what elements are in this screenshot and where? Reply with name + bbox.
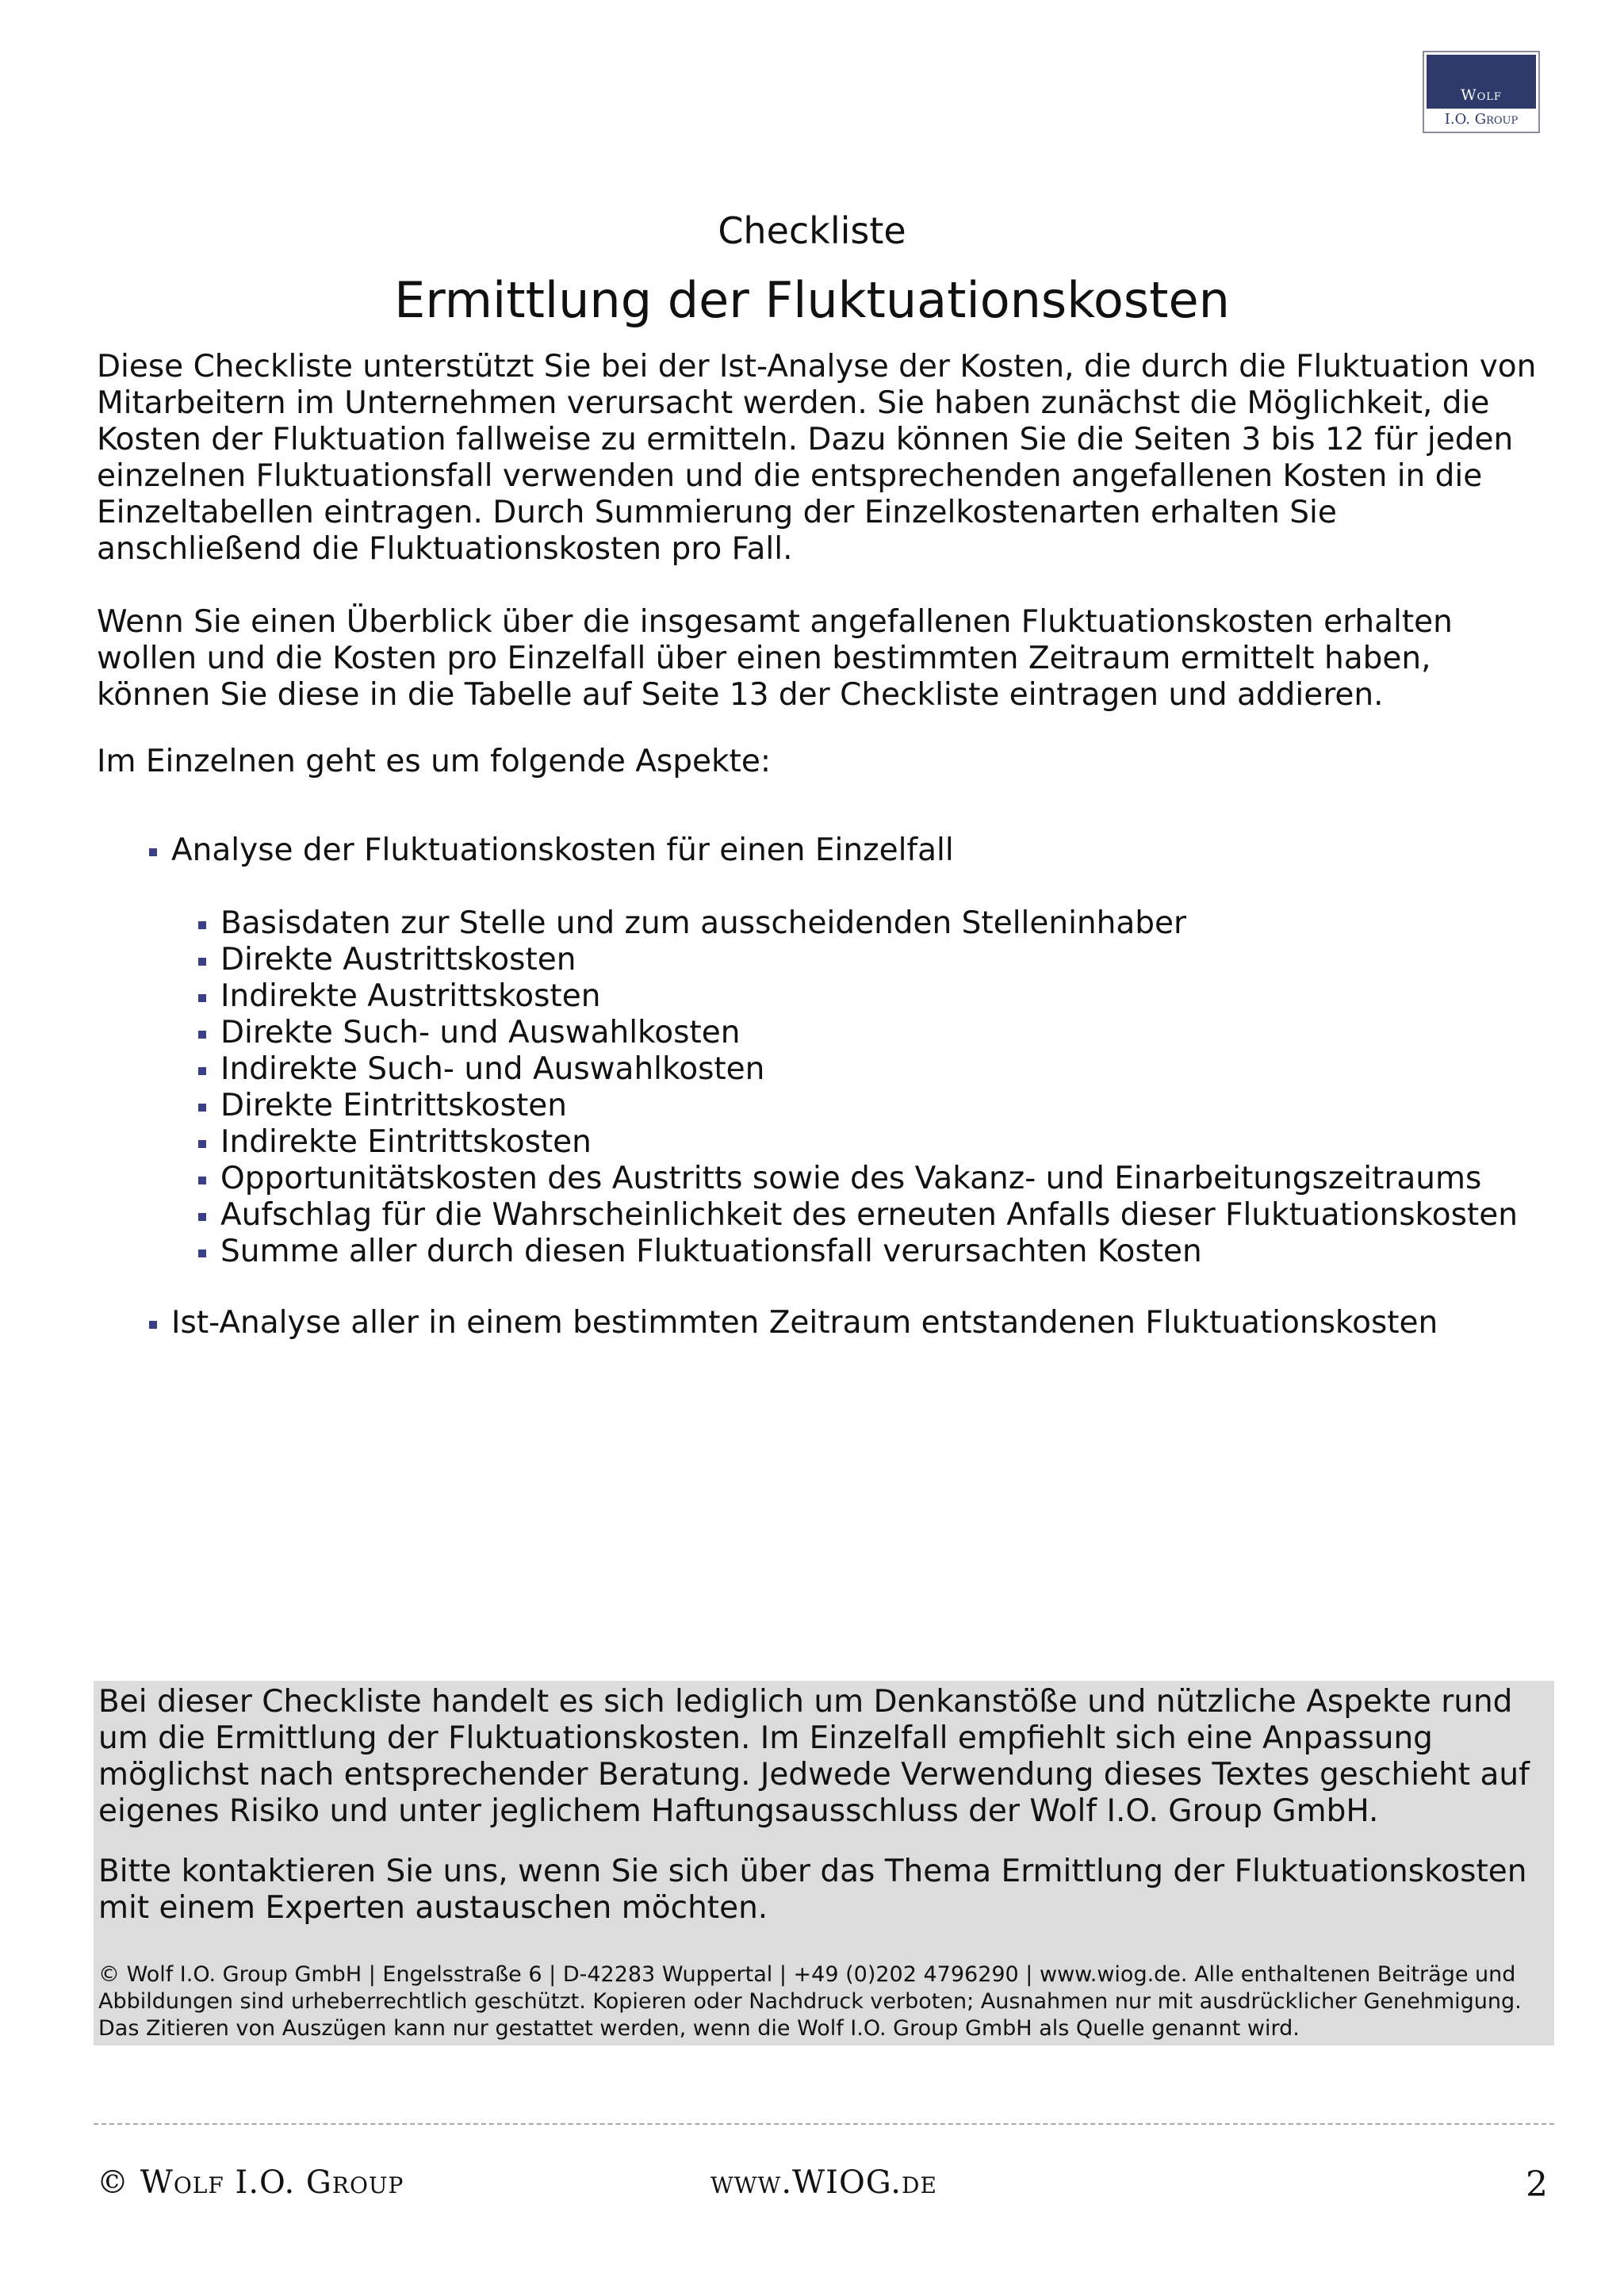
disclaimer-box bbox=[94, 1681, 1554, 2045]
square-bullet-icon bbox=[198, 1140, 206, 1148]
document-title: Ermittlung der Fluktuationskosten bbox=[394, 271, 1230, 329]
logo-navy-block bbox=[1427, 55, 1536, 109]
disclaimer-paragraph-2: Bitte kontaktieren Sie uns, wenn Sie sich über das Thema Ermittlung der Fluktuationskosten mit einem Experten austauschen möchten. bbox=[98, 1854, 1527, 1926]
square-bullet-icon bbox=[198, 994, 206, 1002]
footer-divider bbox=[94, 2123, 1554, 2125]
list-item-text: Direkte Such- und Auswahlkosten bbox=[220, 1015, 741, 1050]
footer-website: www.WIOG.de bbox=[710, 2164, 937, 2201]
logo-wordmark-group: I.O. Group bbox=[1444, 111, 1519, 128]
square-bullet-icon bbox=[198, 958, 206, 966]
square-bullet-icon bbox=[198, 1213, 206, 1221]
list-item bbox=[195, 1124, 1518, 1161]
list-item-text: Opportunitätskosten des Austritts sowie des Vakanz- und Einarbeitungszeitraums bbox=[220, 1161, 1482, 1196]
list-item bbox=[195, 978, 1518, 1015]
square-bullet-icon bbox=[198, 1177, 206, 1184]
square-bullet-icon bbox=[198, 1067, 206, 1075]
square-bullet-icon bbox=[198, 1031, 206, 1039]
list-item bbox=[195, 1088, 1518, 1124]
aspects-sublist bbox=[195, 905, 1518, 1270]
list-item bbox=[146, 1305, 1438, 1341]
square-bullet-icon bbox=[198, 1249, 206, 1257]
list-item-text: Indirekte Austrittskosten bbox=[220, 978, 601, 1014]
square-bullet-icon bbox=[198, 1104, 206, 1112]
page-number: 2 bbox=[1526, 2164, 1548, 2205]
list-item-text: Basisdaten zur Stelle und zum ausscheidenden Stelleninhaber bbox=[220, 905, 1187, 941]
list-item bbox=[195, 942, 1518, 978]
list-item bbox=[195, 1051, 1518, 1088]
square-bullet-icon bbox=[149, 848, 157, 856]
company-logo bbox=[1423, 51, 1540, 133]
square-bullet-icon bbox=[149, 1321, 157, 1329]
list-item-text: Indirekte Such- und Auswahlkosten bbox=[220, 1051, 765, 1087]
list-item-text: Ist-Analyse aller in einem bestimmten Zeitraum entstandenen Fluktuationskosten bbox=[171, 1305, 1438, 1341]
aspects-list-continued bbox=[146, 1305, 1438, 1341]
list-item-text: Direkte Austrittskosten bbox=[220, 942, 576, 978]
list-item-text: Summe aller durch diesen Fluktuationsfall verursachten Kosten bbox=[220, 1234, 1202, 1269]
list-item bbox=[195, 1234, 1518, 1270]
intro-paragraph-3: Im Einzelnen geht es um folgende Aspekte: bbox=[97, 744, 771, 779]
list-item-text: Aufschlag für die Wahrscheinlichkeit des erneuten Anfalls dieser Fluktuationskosten bbox=[220, 1197, 1518, 1233]
list-item bbox=[195, 1161, 1518, 1197]
aspects-list bbox=[146, 832, 954, 869]
disclaimer-paragraph-1: Bei dieser Checkliste handelt es sich lediglich um Denkanstöße und nützliche Aspekte rund um die Ermittlung der Fluktuationskosten. Im Einzelfall empfiehlt sich eine Anpassung möglichst nach entsprechender Beratung. Jedwede Verwendung dieses Textes geschieht auf eigenes Risiko und unter jeglichem Haftungsausschluss der Wolf I.O. Group GmbH. bbox=[98, 1684, 1530, 1829]
logo-wordmark-wolf: Wolf bbox=[1461, 86, 1502, 104]
footer-copyright: © Wolf I.O. Group bbox=[97, 2164, 404, 2201]
list-item bbox=[195, 1197, 1518, 1234]
list-item-text: Indirekte Eintrittskosten bbox=[220, 1124, 592, 1160]
list-item bbox=[146, 832, 954, 869]
intro-paragraph-2: Wenn Sie einen Überblick über die insgesamt angefallenen Fluktuationskosten erhalten wollen und die Kosten pro Einzelfall über einen bestimmten Zeitraum ermittelt haben, können Sie diese in die Tabelle auf Seite 13 der Checkliste eintragen und addieren. bbox=[97, 604, 1453, 713]
copyright-notice: © Wolf I.O. Group GmbH | Engelsstraße 6 | D-42283 Wuppertal | +49 (0)202 4796290 | www.wiog.de. Alle enthaltenen Beiträge und Abbildungen sind urheberrechtlich geschützt. Kopieren oder Nachdruck verboten; Ausnahmen nur mit ausdrücklicher Genehmigung. Das Zitieren von Auszügen kann nur gestattet werden, wenn die Wolf I.O. Group GmbH als Quelle genannt wird. bbox=[98, 1962, 1522, 2041]
document-kicker: Checkliste bbox=[718, 209, 906, 252]
list-item bbox=[195, 905, 1518, 942]
intro-paragraph-1: Diese Checkliste unterstützt Sie bei der Ist-Analyse der Kosten, die durch die Fluktuation von Mitarbeitern im Unternehmen verursacht werden. Sie haben zunächst die Möglichkeit, die Kosten der Fluktuation fallweise zu ermitteln. Dazu können Sie die Seiten 3 bis 12 für jeden einzelnen Fluktuationsfall verwenden und die entsprechenden angefallenen Kosten in die Einzeltabellen eintragen. Durch Summierung der Einzelkostenarten erhalten Sie anschließend die Fluktuationskosten pro Fall. bbox=[97, 349, 1537, 567]
list-item bbox=[195, 1015, 1518, 1051]
list-item-text: Analyse der Fluktuationskosten für einen Einzelfall bbox=[171, 832, 954, 868]
square-bullet-icon bbox=[198, 921, 206, 929]
list-item-text: Direkte Eintrittskosten bbox=[220, 1088, 567, 1123]
